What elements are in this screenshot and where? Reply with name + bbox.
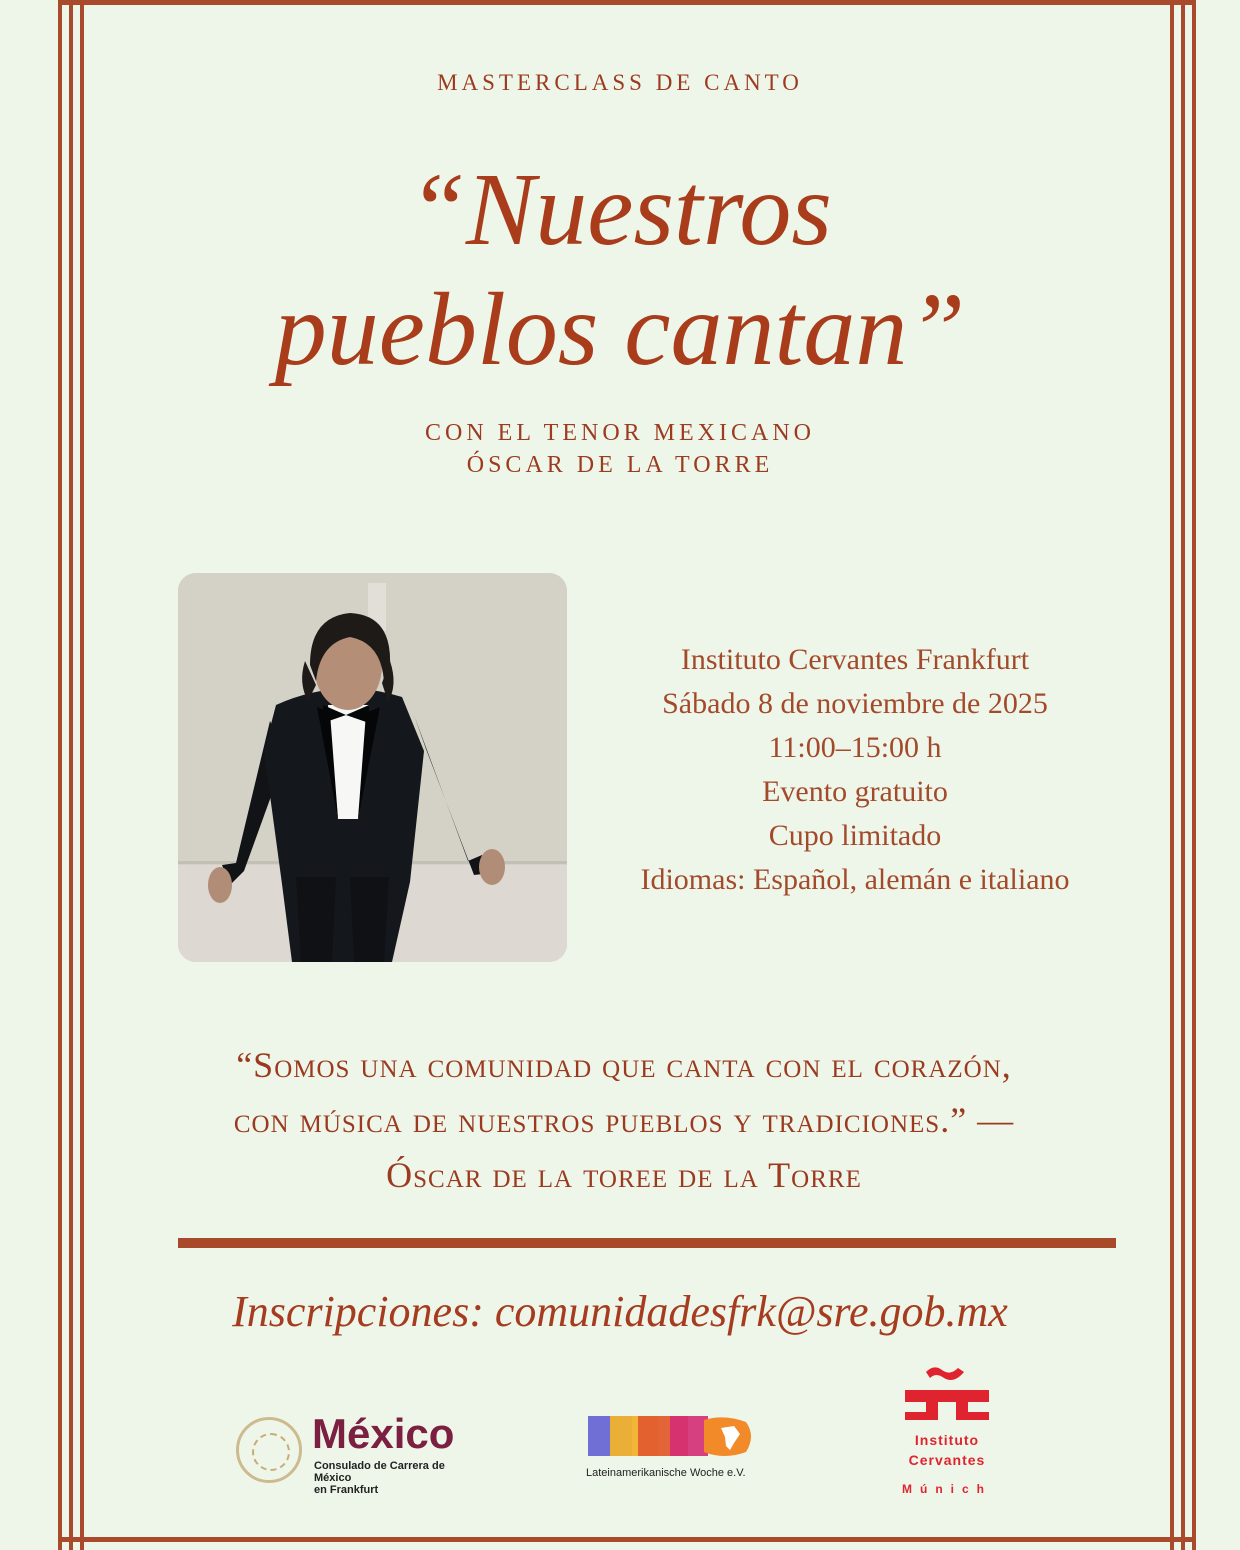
event-title [160, 150, 1080, 390]
border-top [58, 0, 1196, 5]
event-details [600, 638, 1110, 902]
event-languages: Idiomas: Español, alemán e italiano [640, 863, 1070, 896]
mexico-logo-subtitle-line-1: Consulado de Carrera de México [314, 1460, 445, 1484]
cervantes-name-line-1: Instituto [914, 1432, 980, 1448]
quote-line-3: Óscar de la toree de la Torre [386, 1155, 862, 1195]
event-subtitle-line-1: CON EL TENOR MEXICANO [425, 420, 815, 446]
event-subtitle [0, 417, 1240, 481]
mexico-seal-inner [252, 1433, 290, 1471]
event-date: Sábado 8 de noviembre de 2025 [662, 687, 1048, 720]
cervantes-name-line-2: Cervantes [908, 1452, 986, 1468]
mexico-logo-word: México [312, 1410, 455, 1457]
instituto-cervantes-logo [892, 1362, 1002, 1502]
border-bottom [58, 1537, 1196, 1542]
cervantes-city: Múnich [902, 1482, 992, 1496]
tenor-quote [150, 1038, 1098, 1203]
mexico-consulate-logo [236, 1410, 481, 1494]
mexico-logo-subtitle-line-2: en Frankfurt [314, 1484, 379, 1496]
cervantes-name [892, 1430, 1002, 1470]
event-eyebrow: MASTERCLASS DE CANTO [437, 70, 803, 95]
event-subtitle-line-2: ÓSCAR DE LA TORRE [466, 452, 774, 478]
cervantes-n-icon [892, 1362, 1002, 1426]
event-time: 11:00–15:00 h [768, 731, 942, 764]
quote-line-2: con música de nuestros pueblos y tradiciones.” — [233, 1100, 1015, 1140]
event-title-line-2: pueblos cantan” [274, 272, 966, 387]
event-capacity: Cupo limitado [768, 819, 942, 852]
mexico-logo-subtitle [314, 1460, 482, 1496]
event-title-line-1: “Nuestros [408, 152, 832, 267]
event-cost: Evento gratuito [762, 775, 948, 808]
registration-email[interactable]: Inscripciones: comunidadesfrk@sre.gob.mx [232, 1287, 1008, 1336]
quote-line-1: “Somos una comunidad que canta con el corazón, [236, 1045, 1012, 1085]
lawo-caption: Lateinamerikanische Woche e.V. [586, 1467, 746, 1479]
lawo-logo [586, 1412, 766, 1482]
section-divider [178, 1238, 1116, 1248]
tenor-photo [178, 573, 567, 962]
mexico-seal-icon [236, 1417, 302, 1483]
event-venue: Instituto Cervantes Frankfurt [680, 643, 1030, 676]
